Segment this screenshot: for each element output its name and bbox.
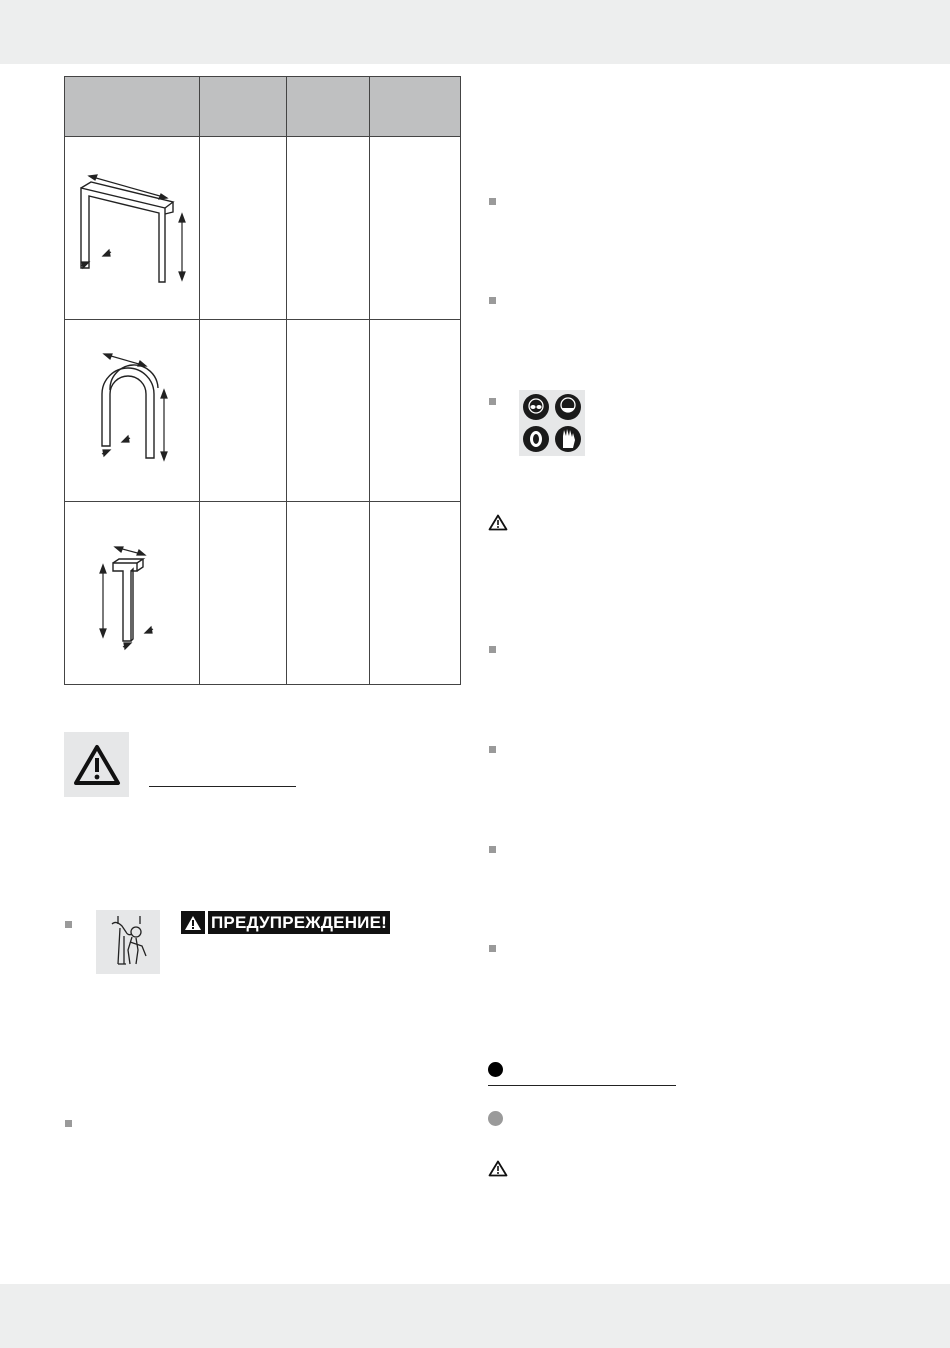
list-bullet	[65, 1120, 72, 1127]
child-hazard-icon	[96, 910, 160, 974]
ppe-icons-box	[519, 390, 585, 456]
black-dot-marker	[488, 1062, 503, 1077]
warning-triangle-icon	[488, 514, 508, 531]
caution-icon-box	[64, 732, 129, 797]
list-bullet	[489, 198, 496, 205]
warning-triangle-icon	[184, 915, 202, 931]
table-header-cell	[370, 77, 461, 137]
table-cell	[370, 319, 461, 502]
list-bullet	[489, 746, 496, 753]
warning-triangle-icon	[488, 1160, 508, 1177]
table-header-row	[65, 77, 461, 137]
list-bullet	[489, 297, 496, 304]
staple-spec-table	[64, 76, 461, 685]
warning-label	[181, 911, 390, 934]
grey-dot-marker	[488, 1111, 503, 1126]
safety-glasses-icon	[523, 394, 549, 420]
table-cell	[370, 502, 461, 685]
table-cell	[200, 502, 287, 685]
brad-nail-icon	[87, 533, 177, 653]
footer-band	[0, 1284, 950, 1348]
table-cell	[200, 319, 287, 502]
table-cell	[287, 137, 370, 320]
round-staple-icon	[82, 350, 182, 470]
flat-staple-cell	[65, 137, 200, 320]
warning-label-text: ПРЕДУПРЕЖДЕНИЕ!	[208, 911, 390, 934]
round-staple-cell	[65, 319, 200, 502]
list-bullet	[489, 646, 496, 653]
section-heading-underline	[149, 786, 296, 787]
table-row	[65, 319, 461, 502]
list-bullet	[489, 398, 496, 405]
list-bullet	[489, 945, 496, 952]
list-bullet	[489, 846, 496, 853]
list-bullet	[65, 921, 72, 928]
dust-mask-icon	[555, 394, 581, 420]
flat-staple-icon	[67, 168, 197, 288]
header-band	[0, 0, 950, 64]
table-row	[65, 137, 461, 320]
brad-nail-cell	[65, 502, 200, 685]
table-cell	[370, 137, 461, 320]
warning-label-icon-box	[181, 911, 205, 934]
table-header-cell	[200, 77, 287, 137]
gloves-icon	[555, 426, 581, 452]
table-cell	[287, 502, 370, 685]
warning-triangle-icon	[72, 743, 122, 787]
table-header-cell	[65, 77, 200, 137]
child-hazard-box	[96, 910, 160, 974]
table-cell	[287, 319, 370, 502]
table-row	[65, 502, 461, 685]
ear-protection-icon	[523, 426, 549, 452]
table-cell	[200, 137, 287, 320]
table-header-cell	[287, 77, 370, 137]
section-heading-underline	[488, 1085, 676, 1086]
